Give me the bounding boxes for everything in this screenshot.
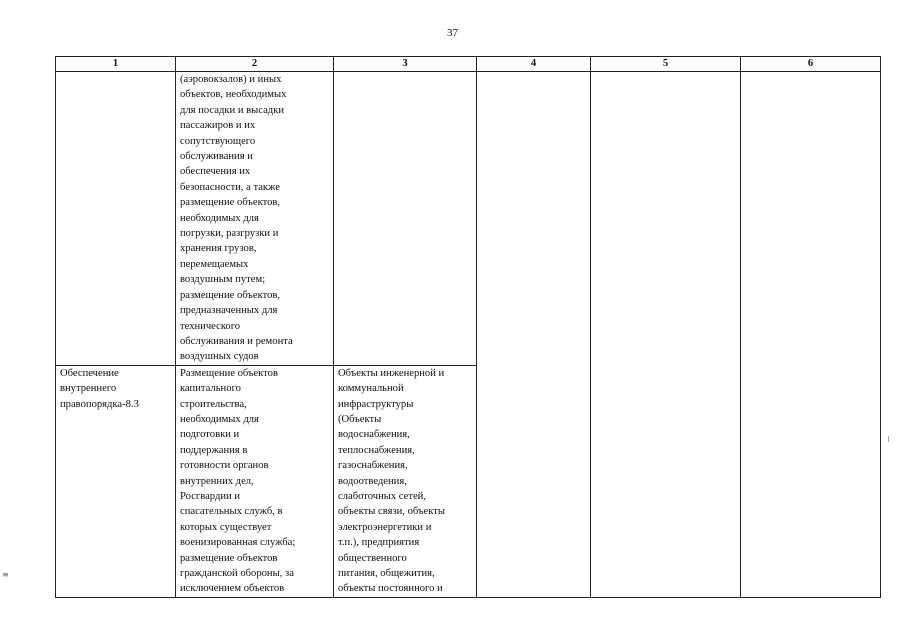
table-cell-col4 bbox=[477, 72, 591, 598]
regulations-table bbox=[55, 56, 881, 598]
table-cell-allowed-objects bbox=[334, 72, 477, 366]
table-cell-allowed-objects: Объекты инженерной и коммунальной инфраструктуры (Объекты водоснабжения, теплоснабжения, газоснабжения, водоотведения, слаботочных сетей, объекты связи, объекты электроэнергетики и т.п.), предприятия общественного питания, общежития, объекты постоянного и bbox=[334, 365, 477, 597]
table-header-row bbox=[56, 57, 881, 72]
table-cell-use-type: Обеспечение внутреннего правопорядка-8.3 bbox=[56, 365, 176, 597]
table-cell-col5 bbox=[591, 72, 741, 598]
margin-mark: ≡ bbox=[2, 570, 9, 579]
table-cell-use-type bbox=[56, 72, 176, 366]
column-header-4: 4 bbox=[477, 57, 591, 72]
table-cell-col6 bbox=[741, 72, 881, 598]
table-row bbox=[56, 72, 881, 366]
column-header-1: 1 bbox=[56, 57, 176, 72]
scan-artifact bbox=[888, 436, 889, 442]
column-header-6: 6 bbox=[741, 57, 881, 72]
table-cell-description: (аэровокзалов) и иных объектов, необходимых для посадки и высадки пассажиров и их сопутствующего обслуживания и обеспечения их безопасности, а также размещение объектов, необходимых для погрузки, разгрузки и хранения грузов, перемещаемых воздушным путем; размещение объектов, предназначенных для технического обслуживания и ремонта воздушных судов bbox=[176, 72, 334, 366]
page-number: 37 bbox=[447, 27, 458, 39]
column-header-3: 3 bbox=[334, 57, 477, 72]
table-cell-description: Размещение объектов капитального строительства, необходимых для подготовки и поддержания в готовности органов внутренних дел, Росгвардии и спасательных служб, в которых существует военизированная служба; размещение объектов гражданской обороны, за исключением объектов bbox=[176, 365, 334, 597]
column-header-5: 5 bbox=[591, 57, 741, 72]
column-header-2: 2 bbox=[176, 57, 334, 72]
